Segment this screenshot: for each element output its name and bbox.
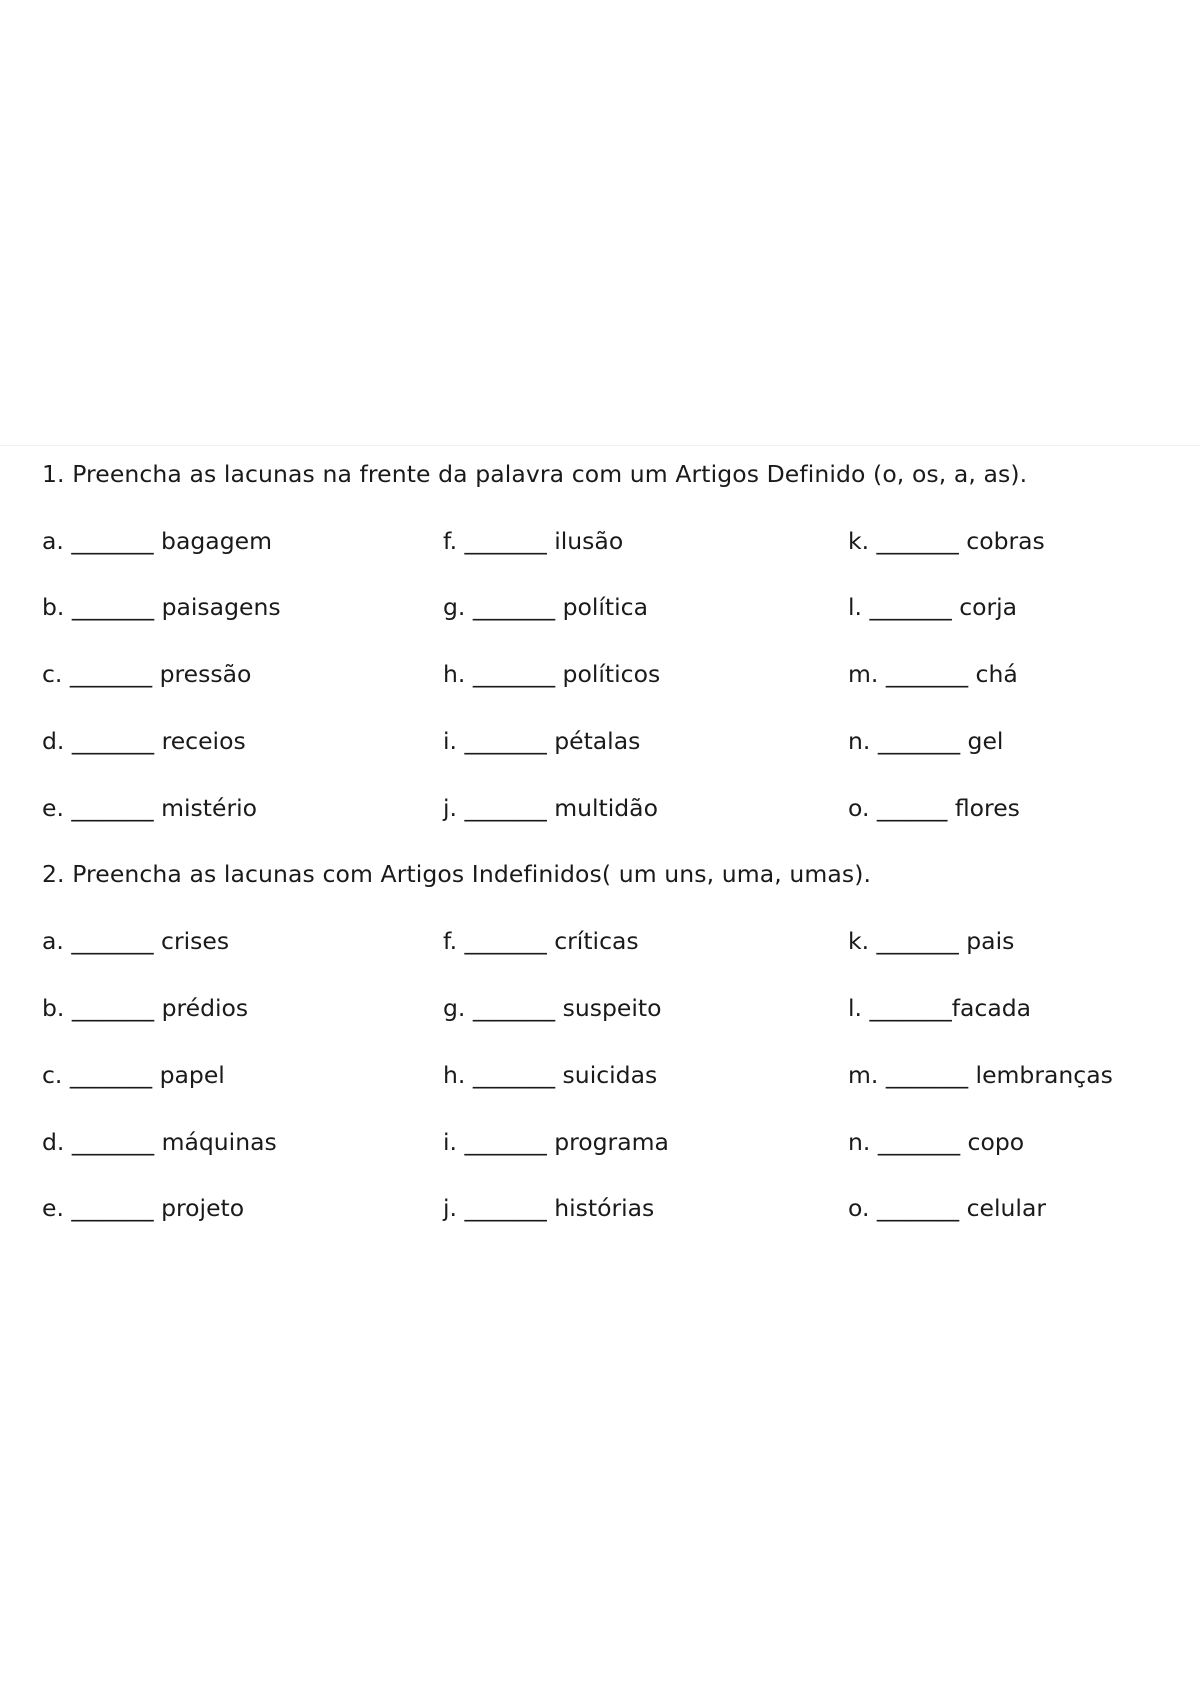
exercise2-instruction: 2. Preencha as lacunas com Artigos Indefinidos( um uns, uma, umas).: [42, 860, 872, 888]
exercise2-item-f: f. _______ críticas: [443, 927, 639, 955]
exercise2-item-k: k. _______ pais: [848, 927, 1015, 955]
exercise1-item-o: o. ______ flores: [848, 794, 1020, 822]
exercise2-item-d: d. _______ máquinas: [42, 1128, 277, 1156]
exercise1-item-f: f. _______ ilusão: [443, 527, 624, 555]
exercise2-item-e: e. _______ projeto: [42, 1194, 245, 1222]
exercise1-item-l: l. _______ corja: [848, 593, 1018, 621]
exercise1-item-b: b. _______ paisagens: [42, 593, 281, 621]
exercise2-item-l: l. _______facada: [848, 994, 1032, 1022]
exercise1-item-g: g. _______ política: [443, 593, 648, 621]
exercise1-item-k: k. _______ cobras: [848, 527, 1045, 555]
exercise1-instruction: 1. Preencha as lacunas na frente da palavra com um Artigos Definido (o, os, a, as).: [42, 460, 1028, 488]
exercise1-item-h: h. _______ políticos: [443, 660, 661, 688]
exercise1-item-n: n. _______ gel: [848, 727, 1004, 755]
exercise2-item-c: c. _______ papel: [42, 1061, 225, 1089]
exercise1-item-d: d. _______ receios: [42, 727, 246, 755]
exercise2-item-b: b. _______ prédios: [42, 994, 249, 1022]
exercise2-item-h: h. _______ suicidas: [443, 1061, 658, 1089]
exercise1-item-m: m. _______ chá: [848, 660, 1018, 688]
exercise1-item-j: j. _______ multidão: [443, 794, 658, 822]
exercise1-item-e: e. _______ mistério: [42, 794, 258, 822]
exercise2-item-a: a. _______ crises: [42, 927, 230, 955]
exercise2-item-i: i. _______ programa: [443, 1128, 669, 1156]
exercise1-item-c: c. _______ pressão: [42, 660, 252, 688]
page-divider: [0, 445, 1200, 446]
exercise2-item-n: n. _______ copo: [848, 1128, 1025, 1156]
exercise2-item-o: o. _______ celular: [848, 1194, 1047, 1222]
exercise2-item-g: g. _______ suspeito: [443, 994, 662, 1022]
exercise1-item-a: a. _______ bagagem: [42, 527, 272, 555]
exercise2-item-j: j. _______ histórias: [443, 1194, 655, 1222]
exercise2-item-m: m. _______ lembranças: [848, 1061, 1113, 1089]
exercise1-item-i: i. _______ pétalas: [443, 727, 641, 755]
